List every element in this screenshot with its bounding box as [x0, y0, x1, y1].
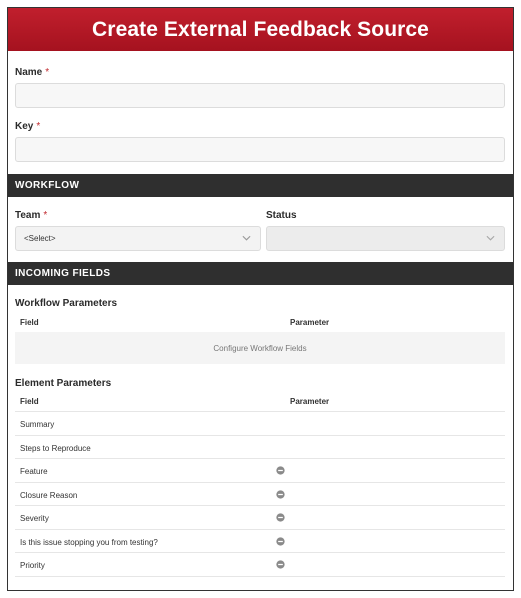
- row-field-label: Severity: [20, 514, 49, 523]
- row-field-label: Summary: [20, 420, 55, 429]
- required-mark: *: [43, 210, 48, 221]
- remove-icon[interactable]: [276, 537, 285, 546]
- row-field-label: Is this issue stopping you from testing?: [20, 537, 158, 547]
- team-select-value: <Select>: [24, 234, 56, 243]
- row-field-label: Feature: [20, 467, 48, 476]
- table-row: [15, 435, 505, 459]
- required-mark: *: [45, 67, 50, 78]
- configure-workflow-fields-button[interactable]: Configure Workflow Fields: [15, 332, 505, 364]
- workflow-parameters-heading: Workflow Parameters: [15, 298, 118, 309]
- create-feedback-source-dialog: [7, 7, 514, 591]
- table-row: [15, 458, 505, 482]
- row-field-label: Priority: [20, 561, 45, 570]
- remove-icon[interactable]: [276, 490, 285, 499]
- table-row: [15, 505, 505, 529]
- element-parameters-heading: Element Parameters: [15, 378, 112, 389]
- element-params-parameter-column-header: Parameter: [290, 397, 330, 406]
- remove-icon[interactable]: [276, 466, 285, 475]
- status-select[interactable]: [266, 226, 505, 251]
- element-params-field-column-header: Field: [20, 397, 39, 406]
- required-mark: *: [36, 121, 41, 132]
- table-row: [15, 411, 505, 435]
- workflow-params-field-column-header: Field: [20, 318, 39, 327]
- name-input[interactable]: [15, 83, 505, 108]
- team-select[interactable]: [15, 226, 261, 251]
- team-label: Team *: [15, 210, 48, 221]
- table-bottom-border: [15, 576, 505, 577]
- chevron-down-icon: [486, 235, 495, 242]
- row-field-label: Closure Reason: [20, 490, 78, 500]
- status-label: Status: [266, 210, 297, 221]
- incoming-fields-section-header: INCOMING FIELDS: [8, 262, 513, 285]
- remove-icon[interactable]: [276, 560, 285, 569]
- remove-icon[interactable]: [276, 513, 285, 522]
- table-row: [15, 482, 505, 506]
- key-label: Key *: [15, 121, 41, 132]
- workflow-section-header: WORKFLOW: [8, 174, 513, 197]
- name-label: Name *: [15, 67, 50, 78]
- workflow-params-parameter-column-header: Parameter: [290, 318, 330, 327]
- table-row: [15, 552, 505, 576]
- key-input[interactable]: [15, 137, 505, 162]
- row-field-label: Steps to Reproduce: [20, 443, 91, 453]
- table-row: [15, 529, 505, 553]
- dialog-header: [8, 8, 513, 51]
- chevron-down-icon: [242, 235, 251, 242]
- dialog-title: Create External Feedback Source: [92, 17, 429, 41]
